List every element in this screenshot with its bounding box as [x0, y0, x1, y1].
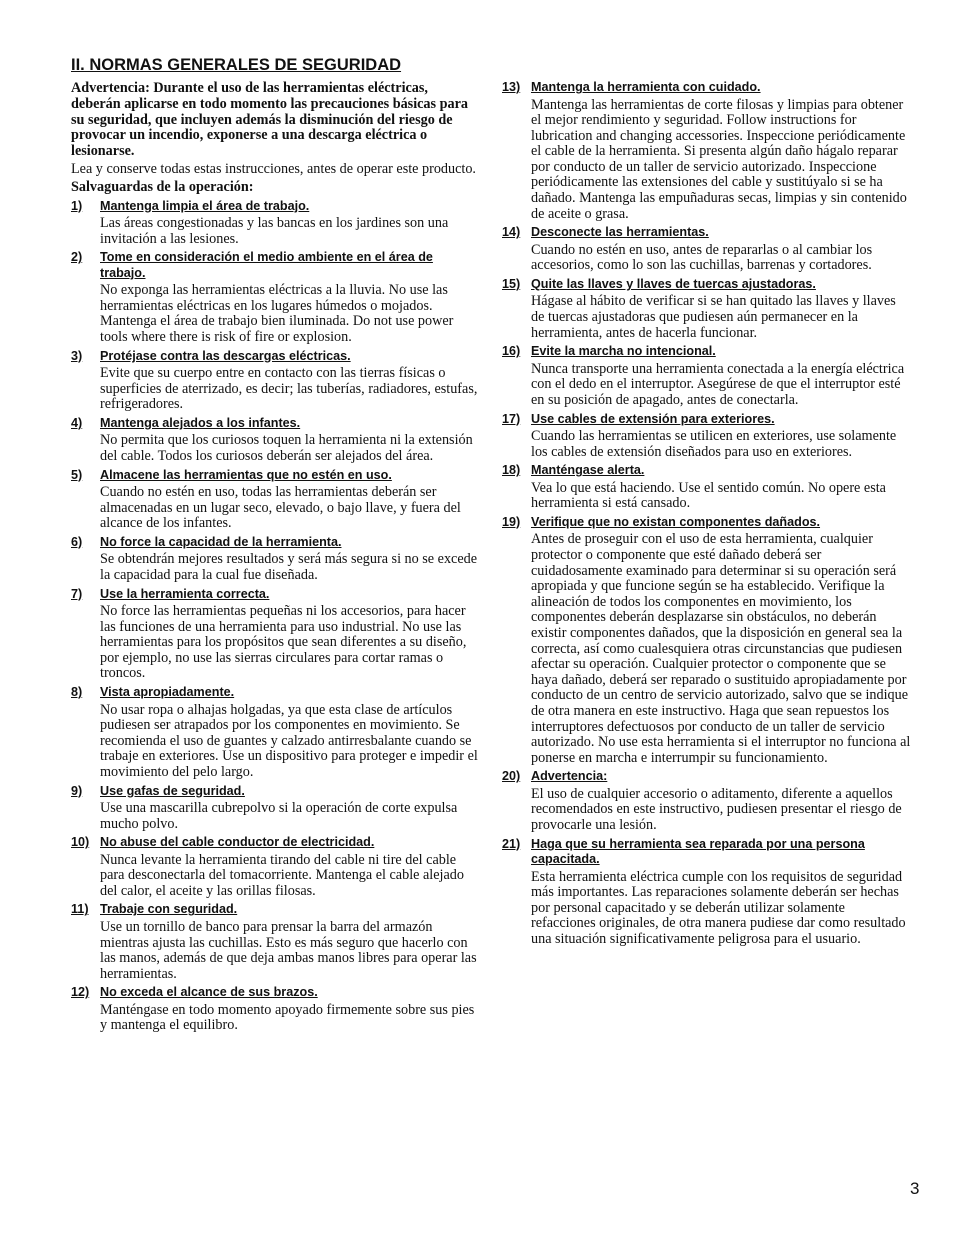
- safety-item-body: Use un tornillo de banco para prensar la barra del armazón mientras ajusta las cuchillas. Esto es más seguro que hacerlo con las manos, además de que deja ambas manos libres para operar las herramientas.: [100, 918, 477, 982]
- safety-item: [502, 515, 912, 766]
- safety-item-title: [71, 784, 479, 800]
- safety-item-title: [502, 837, 912, 868]
- safety-item-number: 6): [71, 534, 83, 549]
- safety-item: [71, 784, 479, 833]
- safety-item-title: [502, 80, 912, 96]
- safety-item-number: 15): [502, 276, 521, 291]
- safety-item-number: 16): [502, 344, 521, 359]
- safety-item-number: 5): [71, 467, 83, 482]
- safety-item-title: [71, 835, 479, 851]
- safety-item-title-text: Use la herramienta correcta.: [100, 586, 270, 601]
- safety-item-number: 11): [71, 902, 89, 917]
- safety-item-title-text: Vista apropiadamente.: [100, 685, 235, 700]
- safety-item-title: [71, 349, 479, 365]
- safety-item-body: Manténgase en todo momento apoyado firmemente sobre sus pies y mantenga el equilibro.: [100, 1001, 475, 1034]
- left-item-list: [71, 199, 479, 1034]
- warning-intro: Advertencia: Durante el uso de las herramientas eléctricas, deberán aplicarse en todo momento las precauciones básicas para su seguridad, que incluyen además la disminución del riesgo de provocar un incendio, exponerse a una descarga eléctrica o lesionarse.: [71, 80, 468, 160]
- safety-item-title-text: Evite la marcha no intencional.: [531, 344, 716, 359]
- safety-item-title: [502, 344, 912, 360]
- safety-item: [71, 349, 479, 413]
- safety-item: [71, 985, 479, 1034]
- safety-item-body: Hágase al hábito de verificar si se han quitado las llaves y llaves de tuercas ajustadoras que pudiesen aún permanecer en la herramienta, antes de hacerla funcionar.: [531, 293, 896, 341]
- safety-item: [71, 199, 479, 248]
- safety-item-body: No usar ropa o alhajas holgadas, ya que esta clase de artículos pudiesen ser atrapados por los componentes en movimiento. Se recomienda el uso de guantes y calzado antirresbalante cuando se trabaje en exteriores. Use un dispositivo para proteger e impedir el movimiento del pelo largo.: [100, 701, 478, 780]
- safety-item-title-text: Use gafas de seguridad.: [100, 783, 245, 798]
- page-number: 3: [910, 1179, 920, 1198]
- safety-item: [71, 835, 479, 899]
- safeguards-heading: Salvaguardas de la operación:: [71, 178, 254, 195]
- safety-item-number: 21): [502, 836, 521, 851]
- safety-item-body: Cuando las herramientas se utilicen en exteriores, use solamente los cables de extensión diseñados para uso en exteriores.: [531, 428, 897, 460]
- safety-item: [71, 902, 479, 982]
- safety-item-number: 17): [502, 411, 521, 426]
- safety-item-title-text: Protéjase contra las descargas eléctricas.: [100, 348, 351, 363]
- safety-item: [502, 837, 912, 948]
- safety-item-number: 13): [502, 80, 521, 94]
- safety-item-title: [71, 416, 479, 432]
- safety-item-number: 2): [71, 250, 83, 265]
- left-column: [71, 56, 479, 1037]
- safety-item-number: 12): [71, 985, 90, 1000]
- safety-item: [71, 416, 479, 465]
- safety-item-number: 18): [502, 463, 521, 478]
- safety-item-body: Mantenga las herramientas de corte filosas y limpias para obtener el mejor rendimiento y seguridad. Follow instructions for lubrication and changing accessories. Inspeccione periódicamente el cable de la herramienta. Si presenta algún daño hágalo reparar por conducto de un taller de servicio autorizado. Inspeccione periódicamente las extensiones del cable y sustitúyalo si se ha dañado. Mantenga las empuñaduras secas, limpias y sin contenido de aceite o grasa.: [531, 96, 907, 222]
- safety-item: [71, 468, 479, 532]
- safety-item-number: 3): [71, 348, 83, 363]
- safety-item: [71, 587, 479, 682]
- read-instructions: Lea y conserve todas estas instrucciones, antes de operar este producto.: [71, 160, 476, 177]
- safety-item-title-text: Trabaje con seguridad.: [100, 902, 238, 917]
- safety-item: [71, 250, 479, 345]
- safety-item-body: Vea lo que está haciendo. Use el sentido común. No opere esta herramienta si está cansado.: [531, 479, 886, 512]
- safety-item-number: 10): [71, 835, 90, 850]
- safety-item-body: Nunca transporte una herramienta conectada a la energía eléctrica con el dedo en el interruptor. Asegúrese de que el interruptor esté en su posición de apagado, antes de conectarla.: [531, 360, 905, 408]
- safety-item-title: [502, 277, 912, 293]
- safety-item: [502, 277, 912, 341]
- safety-item-body: Esta herramienta eléctrica cumple con los requisitos de seguridad más importantes. Las reparaciones solamente deberán ser hechas por personal capacitado y se deberán utilizar solamente refacciones originales, de otra manera pudiese dar como resultado una situación significativamente peligrosa para el usuario.: [531, 868, 906, 947]
- safety-item-title: [502, 769, 912, 785]
- safety-item-title-text: Mantenga la herramienta con cuidado.: [531, 80, 761, 94]
- safety-item-number: 9): [71, 783, 83, 798]
- safety-item: [502, 225, 912, 274]
- safety-item: [71, 535, 479, 584]
- safety-item-title-text: Advertencia:: [531, 769, 608, 784]
- safety-item-body: Las áreas congestionadas y las bancas en los jardines son una invitación a las lesiones.: [100, 215, 449, 247]
- safety-item-title-text: Tome en consideración el medio ambiente en el área de trabajo.: [100, 250, 433, 280]
- safety-item-number: 20): [502, 769, 521, 784]
- right-item-list: [502, 80, 912, 948]
- safety-item-title-text: Verifique que no existan componentes dañados.: [531, 514, 821, 529]
- safety-item-body: Se obtendrán mejores resultados y será más segura si no se excede la capacidad para la cual fue diseñada.: [100, 551, 478, 583]
- safety-item-number: 19): [502, 514, 521, 529]
- safety-item-title-text: No exceda el alcance de sus brazos.: [100, 985, 318, 1000]
- safety-item-title-text: Almacene las herramientas que no estén en uso.: [100, 467, 392, 482]
- safety-item: [502, 463, 912, 512]
- safety-item-title: [71, 587, 479, 603]
- safety-item-title: [502, 412, 912, 428]
- safety-item-title-text: Mantenga alejados a los infantes.: [100, 415, 301, 430]
- safety-item-body: Antes de proseguir con el uso de esta herramienta, cualquier protector o componente que esté dañado deberá ser cuidadosamente examinado para determinar si su operación será apropiada y que funcione según se ha establecido. Verifique la alineación de todos los componentes en movimiento, los componentes deberán desplazarse sin obstáculos, no deberán existir componentes dañados, que la disposición en general sea la correcta, así como cualesquiera otras circunstancias que pudiesen afectar su operación. Cualquier protector o componente que se haya dañado, deberá ser reparado o sustituido apropiadamente por conducto de un centro de servicio autorizado, salvo que se indique de otra manera en este instructivo. Haga que sean repuestos los interruptores defectuosos por conducto de un taller de servicio autorizado. No use esta herramienta si el interruptor no funciona al ponerse en marcha e interrumpir su funcionamiento.: [531, 531, 911, 766]
- safety-item-number: 4): [71, 415, 83, 430]
- safety-item-body: No exponga las herramientas eléctricas a la lluvia. No use las herramientas eléctricas en los lugares húmedos o mojados. Mantenga el área de trabajo bien iluminada. Do not use power tools where there is risk of fire or explosion.: [100, 282, 454, 346]
- safety-item-title-text: Mantenga limpia el área de trabajo.: [100, 198, 310, 213]
- safety-item-title: [502, 225, 912, 241]
- safety-item-body: Use una mascarilla cubrepolvo si la operación de corte expulsa mucho polvo.: [100, 800, 458, 832]
- safety-item-body: Cuando no estén en uso, todas las herramientas deberán ser almacenadas en un lugar seco, elevado, o bajo llave, y fuera del alcance de los infantes.: [100, 484, 461, 532]
- safety-item-title: [71, 199, 479, 215]
- safety-item-title-text: No force la capacidad de la herramienta.: [100, 534, 342, 549]
- safety-item-body: Cuando no estén en uso, antes de repararlas o al cambiar los accesorios, como lo son las cuchillas, barrenas y cortadores.: [531, 241, 873, 274]
- safety-item-title-text: Quite las llaves y llaves de tuercas ajustadoras.: [531, 276, 816, 291]
- safety-item-title: [71, 685, 479, 701]
- safety-item-body: No force las herramientas pequeñas ni los accesorios, para hacer las funciones de una herramienta para uso industrial. No use las herramientas para los propósitos que sean diferentes a su diseño, por ejemplo, no use las sierras circulares para cortar ramas o troncos.: [100, 603, 467, 682]
- safety-item-title-text: Haga que su herramienta sea reparada por una persona capacitada.: [531, 836, 865, 867]
- safety-item: [502, 412, 912, 461]
- safety-item-title: [71, 250, 479, 281]
- safety-item-title: [71, 902, 479, 918]
- safety-item-title: [502, 463, 912, 479]
- safety-item: [502, 344, 912, 408]
- right-column: [502, 80, 912, 951]
- safety-item-title-text: Desconecte las herramientas.: [531, 225, 709, 240]
- safety-item-title-text: Use cables de extensión para exteriores.: [531, 411, 775, 426]
- safety-item-number: 1): [71, 198, 83, 213]
- safety-item-body: El uso de cualquier accesorio o aditamento, diferente a aquellos recomendados en este instructivo, pudiesen presentar el riesgo de provocarle una lesión.: [531, 785, 902, 833]
- section-title: II. NORMAS GENERALES DE SEGURIDAD: [71, 56, 402, 74]
- safety-item-title: [71, 985, 479, 1001]
- safety-item-body: Evite que su cuerpo entre en contacto con las tierras físicas o superficies de aterrizado, es decir; las tuberías, radiadores, estufas, refrigeradores.: [100, 365, 478, 413]
- safety-item-body: No permita que los curiosos toquen la herramienta ni la extensión del cable. Todos los curiosos deberán ser alejados del área.: [100, 432, 473, 465]
- safety-item-title: [502, 515, 912, 531]
- safety-item: [71, 685, 479, 780]
- safety-item-number: 8): [71, 685, 83, 700]
- safety-item-title: [71, 468, 479, 484]
- safety-item-title: [71, 535, 479, 551]
- safety-item: [502, 769, 912, 833]
- safety-item: [502, 80, 912, 222]
- safety-item-title-text: No abuse del cable conductor de electricidad.: [100, 835, 375, 850]
- safety-item-title-text: Manténgase alerta.: [531, 463, 645, 478]
- safety-item-number: 14): [502, 225, 521, 240]
- safety-item-body: Nunca levante la herramienta tirando del cable ni tire del cable para desconectarla del tomacorriente. Mantenga el cable alejado del calor, el aceite y las orillas filosas.: [100, 851, 464, 899]
- safety-item-number: 7): [71, 586, 83, 601]
